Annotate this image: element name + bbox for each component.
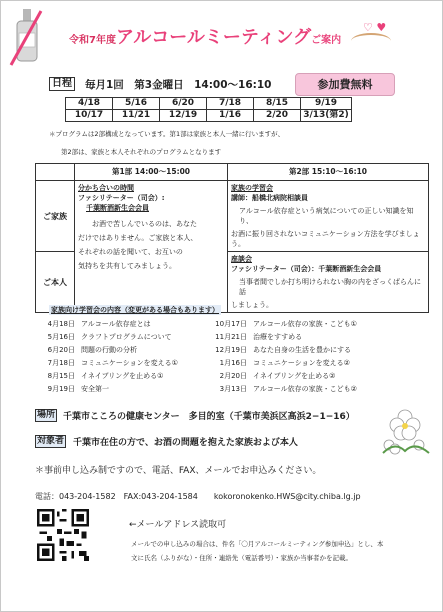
- part1-body-line: それぞれの話を聞いて、お互いの: [78, 248, 183, 256]
- family-part2-body: お酒に振り回されないコミュニケーション方法を学びましょう。: [231, 230, 420, 248]
- page-title: [69, 23, 341, 49]
- lecture-item: 12月19日 あなた自身の生活を豊かにする: [215, 346, 351, 354]
- mail-note-line: 文に氏名（ふりがな）・住所・連絡先（電話番号）・家族か当事者かを記載。: [131, 554, 352, 562]
- date-cell: 3/13(第2): [301, 110, 352, 122]
- apply-note: ＊事前申し込み制ですので、電話、FAX、メールでお申込みください。: [35, 466, 322, 476]
- target-label: 対象者: [37, 436, 65, 446]
- part1-body-line: お酒で苦しんでいるのは、あなた: [92, 220, 197, 228]
- part1-body-line: 気持ちを共有してみましょう。: [78, 262, 176, 270]
- title-suffix: ご案内: [311, 35, 342, 46]
- program-header-row: [36, 164, 429, 181]
- part1-head: 第1部 14:00〜15:00: [75, 164, 228, 181]
- date-cell: 11/21: [113, 110, 160, 122]
- dates-row: [66, 98, 352, 110]
- lecture-item: 2月20日 イネイブリングを止める②: [219, 372, 336, 380]
- date-cell: 9/19: [301, 98, 352, 110]
- program-note-1: ＊プログラムは2部構成となっています。第1部は家族と本人一緒に行いますが、: [49, 130, 285, 138]
- header: [1, 1, 443, 71]
- lecture-item: 7月18日 コミュニケーションを変える①: [47, 359, 178, 367]
- lecture-item: 5月16日 クラフトプログラムについて: [47, 333, 172, 341]
- date-cell: 12/19: [160, 110, 207, 122]
- date-cell: 1/16: [207, 110, 254, 122]
- family-label: ご家族: [36, 181, 75, 252]
- self-label: ご本人: [36, 252, 75, 313]
- title-year: 令和7年度: [69, 35, 116, 46]
- family-part2-cell: [228, 181, 429, 252]
- self-part2-body: しましょう。: [231, 301, 273, 309]
- lecture-item: 8月15日 イネイブリングを止める①: [47, 372, 164, 380]
- hearts-icon: ♡ ♥: [363, 21, 387, 34]
- family-row: [36, 181, 429, 252]
- date-cell: 5/16: [113, 98, 160, 110]
- self-part2-facilitator: ファシリテーター（司会）：千葉断酒新生会会員: [231, 265, 382, 273]
- title-main: アルコールミーティング: [115, 27, 312, 48]
- family-part2-lecturer: 講師：船橋北病院相談員: [231, 194, 308, 202]
- mail-note-line: メールでの申し込みの場合は、件名「〇月アルコールミーティング参加申込」とし、本: [131, 540, 384, 548]
- schedule-label: 日程: [49, 77, 75, 91]
- bottle-illustration: [9, 7, 43, 67]
- self-part2-cell: [228, 252, 429, 313]
- program-table: [35, 163, 429, 313]
- lecture-item: 6月20日 問題の行動の分析: [47, 346, 137, 354]
- part2-head: 第2部 15:10〜16:10: [228, 164, 429, 181]
- date-cell: 2/20: [254, 110, 301, 122]
- lecture-item: 9月19日 安全第一: [47, 385, 109, 393]
- dates-table: [65, 97, 352, 122]
- qr-caption: ←メールアドレス読取可: [129, 520, 227, 530]
- part1-title: 分かち合いの時間: [78, 184, 134, 192]
- self-part2-title: 座談会: [231, 255, 252, 263]
- part1-group: 千葉断酒新生会会員: [86, 204, 149, 212]
- target-text: 千葉市在住の方で、お酒の問題を抱えた家族および本人: [73, 438, 298, 448]
- date-cell: 6/20: [160, 98, 207, 110]
- schedule-text: 毎月1回 第3金曜日 14:00〜16:10: [85, 79, 272, 91]
- self-part2-body: 当事者間でしか打ち明けられない胸の内をざっくばらんに話: [239, 278, 421, 296]
- family-part2-body: アルコール依存症という病気についての正しい知識を知り、: [239, 207, 414, 225]
- family-part2-title: 家族の学習会: [231, 184, 273, 192]
- lecture-item: 10月17日 アルコール依存の家族・こども①: [215, 320, 357, 328]
- part1-body-line: だけではありません。ご家族と本人、: [78, 234, 198, 242]
- program-note-2: 第2部は、家族と本人それぞれのプログラムとなります: [61, 148, 222, 156]
- hands-illustration: [351, 33, 391, 49]
- date-cell: 7/18: [207, 98, 254, 110]
- contact-info: 電話：043-204-1582 FAX:043-204-1584 kokoronokenko.HWS@city.chiba.lg.jp: [35, 492, 361, 501]
- mail-note: [131, 537, 383, 565]
- lecture-item: 11月21日 治療をすすめる: [215, 333, 303, 341]
- place-text: 千葉市こころの健康センター 多目的室（千葉市美浜区高浜2−1−16）: [63, 412, 355, 422]
- lectures-heading: 家族向け学習会の内容（変更がある場合もあります）: [51, 306, 219, 314]
- date-cell: 8/15: [254, 98, 301, 110]
- flowers-illustration: [375, 401, 435, 461]
- qr-code[interactable]: [37, 509, 89, 561]
- date-cell: 10/17: [66, 110, 113, 122]
- corner-cell: [36, 164, 75, 181]
- lecture-item: 1月16日 コミュニケーションを変える②: [219, 359, 350, 367]
- part1-facilitator: ファシリテーター（司会）:: [78, 194, 165, 202]
- lecture-item: 3月13日 アルコール依存の家族・こども②: [219, 385, 357, 393]
- fee-badge: 参加費無料: [295, 73, 395, 96]
- place-label: 場所: [37, 410, 56, 420]
- lecture-item: 4月18日 アルコール依存症とは: [47, 320, 151, 328]
- part1-cell: [75, 181, 228, 313]
- dates-row: [66, 110, 352, 122]
- date-cell: 4/18: [66, 98, 113, 110]
